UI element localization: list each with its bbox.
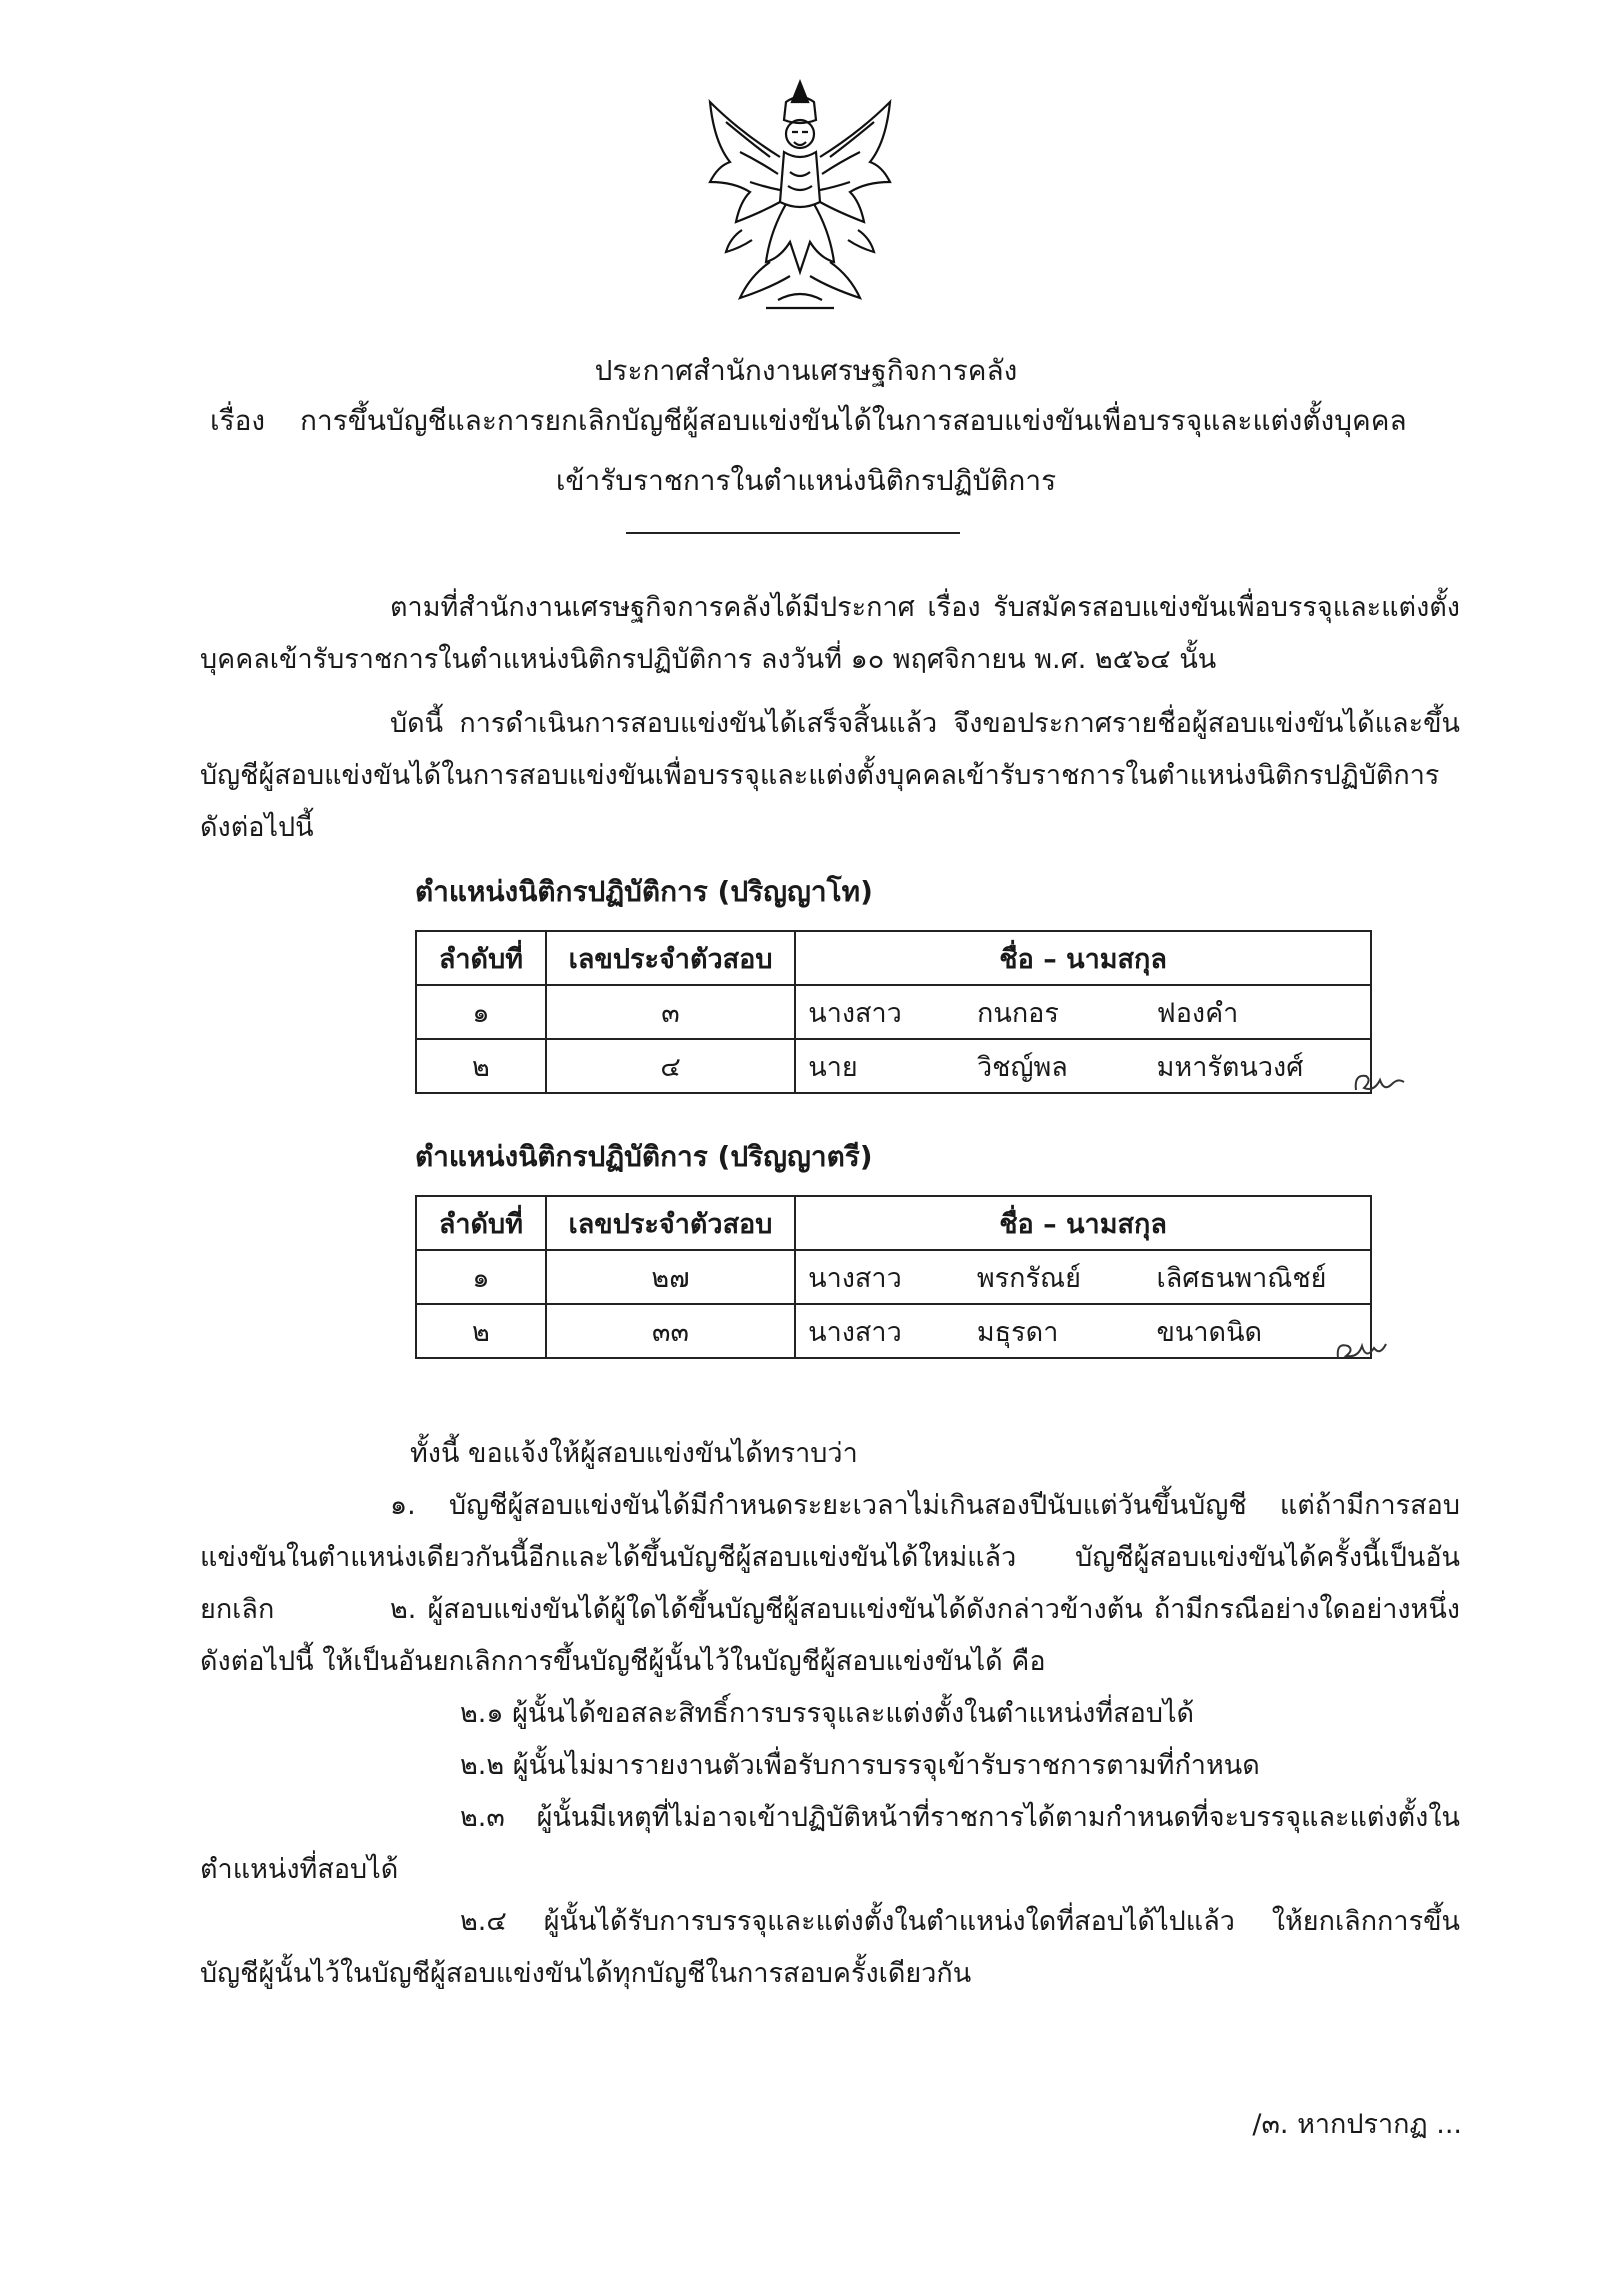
cell-last-name: ฟองคำ (1145, 985, 1371, 1039)
intro-p1-text: ตามที่สำนักงานเศรษฐกิจการคลังได้มีประกาศ เรื่อง รับสมัครสอบแข่งขันเพื่อบรรจุและแต่งตั้งบุคคลเข้ารับราชการในตำแหน่งนิติกรปฏิบัติการ ลงวันที่ ๑๐ พฤศจิกายน พ.ศ. ๒๕๖๔ นั้น (200, 592, 1460, 675)
section-heading-bachelors: ตำแหน่งนิติกรปฏิบัติการ (ปริญญาตรี) (415, 1140, 873, 1173)
cell-exam-id: ๓ (546, 985, 795, 1039)
subject-text-line2: เข้ารับราชการในตำแหน่งนิติกรปฏิบัติการ (555, 464, 1057, 497)
roster-table-masters (415, 930, 1372, 1094)
cell-exam-id: ๒๗ (546, 1250, 795, 1304)
cell-no: ๑ (416, 1250, 546, 1304)
cell-prefix: นางสาว (795, 1304, 965, 1358)
initials-signature-icon (1330, 1328, 1390, 1368)
cell-last-name: เลิศธนพาณิชย์ (1144, 1250, 1371, 1304)
table-row (416, 1304, 1371, 1358)
subject-label: เรื่อง (210, 404, 266, 437)
notice-item-2-2: ๒.๒ ผู้นั้นไม่มารายงานตัวเพื่อรับการบรรจุเข้ารับราชการตามที่กำหนด (460, 1750, 1260, 1781)
cell-last-name: ขนาดนิด (1144, 1304, 1371, 1358)
column-header-exam-id: เลขประจำตัวสอบ (546, 1196, 795, 1250)
page-continuation: /๓. หากปรากฏ ... (1252, 2109, 1462, 2140)
cell-first-name: พรกรัณย์ (965, 1250, 1145, 1304)
table-header-row (416, 1196, 1371, 1250)
initials-signature-icon (1350, 1062, 1410, 1102)
notice-item-2-3 (200, 1792, 1460, 1896)
document-title: ประกาศสำนักงานเศรษฐกิจการคลัง (594, 354, 1018, 387)
notice-item-1-text: ๑. บัญชีผู้สอบแข่งขันได้มีกำหนดระยะเวลาไม่เกินสองปีนับแต่วันขึ้นบัญชี แต่ถ้ามีการสอบแข่งขันในตำแหน่งเดียวกันนี้อีกและได้ขึ้นบัญชีผู้สอบแข่งขันได้ใหม่แล้ว บัญชีผู้สอบแข่งขันได้ครั้งนี้เป็นอันยกเลิก (200, 1490, 1460, 1625)
table-row (416, 1250, 1371, 1304)
notice-item-2-3-text: ๒.๓ ผู้นั้นมีเหตุที่ไม่อาจเข้าปฏิบัติหน้าที่ราชการได้ตามกำหนดที่จะบรรจุและแต่งตั้งในตำแหน่งที่สอบได้ (200, 1802, 1460, 1885)
notice-item-2-4 (200, 1896, 1460, 2000)
column-header-exam-id: เลขประจำตัวสอบ (546, 931, 795, 985)
subject-line (210, 398, 1407, 444)
cell-first-name: มธุรดา (965, 1304, 1145, 1358)
notice-item-2-text: ๒. ผู้สอบแข่งขันได้ผู้ใดได้ขึ้นบัญชีผู้สอบแข่งขันได้ดังกล่าวข้างต้น ถ้ามีกรณีอย่างใดอย่างหนึ่งดังต่อไปนี้ ให้เป็นอันยกเลิกการขึ้นบัญชีผู้นั้นไว้ในบัญชีผู้สอบแข่งขันได้ คือ (200, 1594, 1460, 1677)
table-header-row (416, 931, 1371, 985)
intro-paragraph-2 (200, 698, 1460, 854)
cell-no: ๒ (416, 1304, 546, 1358)
garuda-emblem-icon (670, 62, 930, 322)
cell-prefix: นางสาว (795, 1250, 965, 1304)
column-header-name: ชื่อ – นามสกุล (795, 1196, 1371, 1250)
subject-text-line1: การขึ้นบัญชีและการยกเลิกบัญชีผู้สอบแข่งขันได้ในการสอบแข่งขันเพื่อบรรจุและแต่งตั้งบุคคล (300, 404, 1407, 437)
cell-no: ๒ (416, 1039, 546, 1093)
title-divider (626, 532, 960, 534)
section-heading-masters: ตำแหน่งนิติกรปฏิบัติการ (ปริญญาโท) (415, 875, 873, 908)
notice-lead: ทั้งนี้ ขอแจ้งให้ผู้สอบแข่งขันได้ทราบว่า (410, 1438, 858, 1469)
cell-last-name: มหารัตนวงศ์ (1145, 1039, 1371, 1093)
roster-table-bachelors (415, 1195, 1372, 1359)
table-row (416, 1039, 1371, 1093)
intro-paragraph-1 (200, 582, 1460, 686)
cell-prefix: นางสาว (795, 985, 965, 1039)
notice-item-2 (200, 1584, 1460, 1688)
cell-exam-id: ๓๓ (546, 1304, 795, 1358)
column-header-no: ลำดับที่ (416, 931, 546, 985)
notice-item-2-1: ๒.๑ ผู้นั้นได้ขอสละสิทธิ์การบรรจุและแต่งตั้งในตำแหน่งที่สอบได้ (460, 1698, 1195, 1729)
cell-prefix: นาย (795, 1039, 965, 1093)
column-header-no: ลำดับที่ (416, 1196, 546, 1250)
intro-p2-text: บัดนี้ การดำเนินการสอบแข่งขันได้เสร็จสิ้นแล้ว จึงขอประกาศรายชื่อผู้สอบแข่งขันได้และขึ้นบัญชีผู้สอบแข่งขันได้ในการสอบแข่งขันเพื่อบรรจุและแต่งตั้งบุคคลเข้ารับราชการในตำแหน่งนิติกรปฏิบัติการ ดังต่อไปนี้ (200, 708, 1460, 843)
table-row (416, 985, 1371, 1039)
cell-no: ๑ (416, 985, 546, 1039)
cell-first-name: วิชญ์พล (965, 1039, 1145, 1093)
cell-exam-id: ๔ (546, 1039, 795, 1093)
cell-first-name: กนกอร (965, 985, 1145, 1039)
notice-item-2-4-text: ๒.๔ ผู้นั้นได้รับการบรรจุและแต่งตั้งในตำแหน่งใดที่สอบได้ไปแล้ว ให้ยกเลิกการขึ้นบัญชีผู้นั้นไว้ในบัญชีผู้สอบแข่งขันได้ทุกบัญชีในการสอบครั้งเดียวกัน (200, 1906, 1460, 1989)
column-header-name: ชื่อ – นามสกุล (795, 931, 1371, 985)
